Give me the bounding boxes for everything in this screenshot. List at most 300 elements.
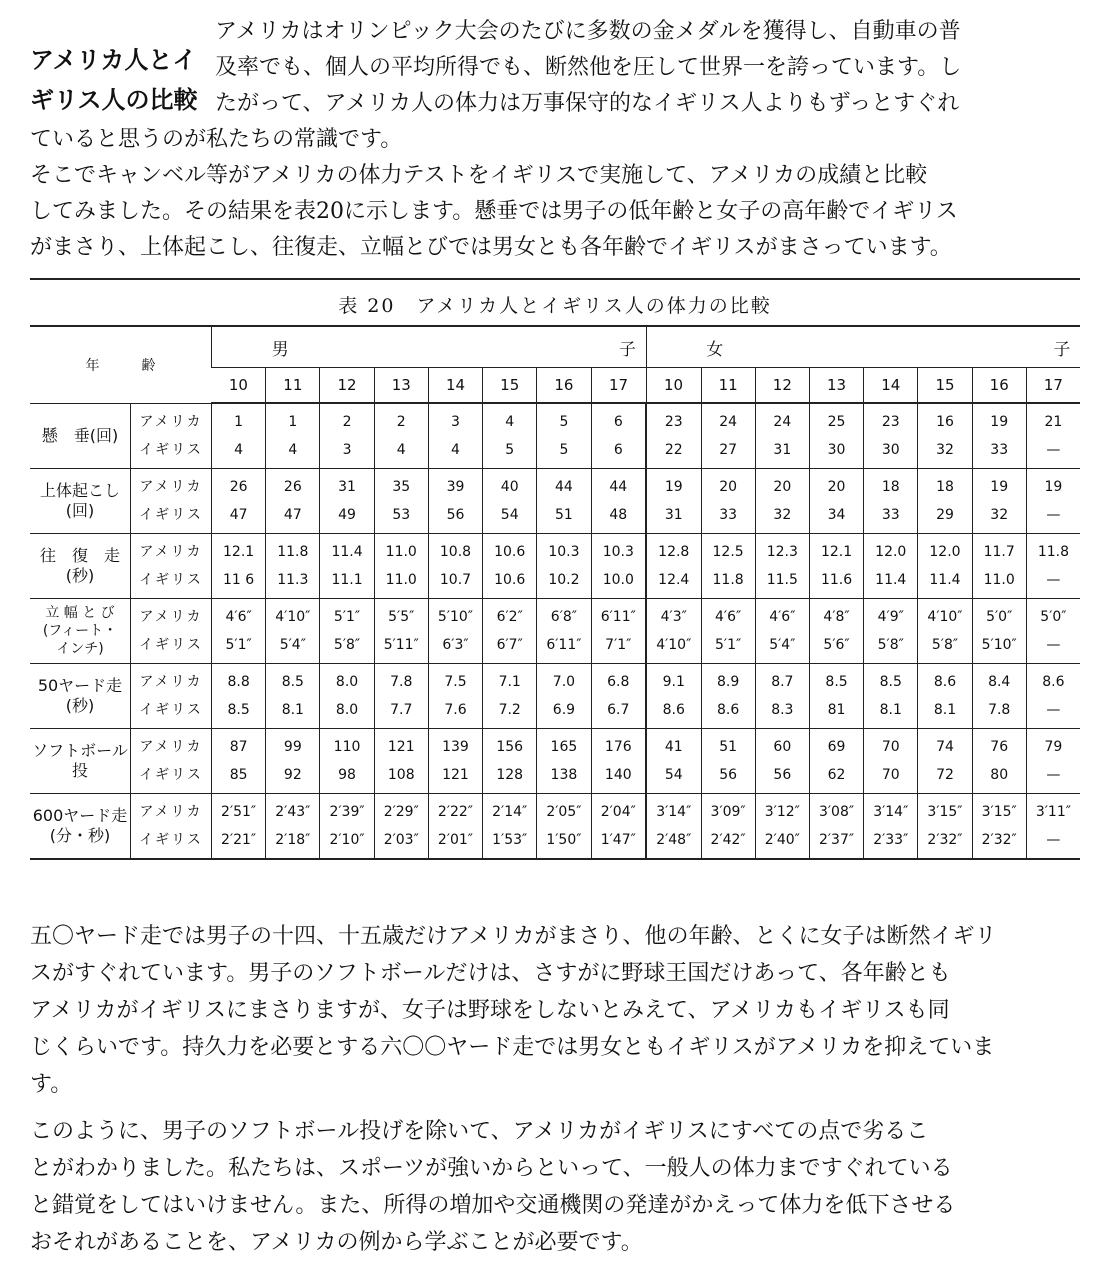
value-uk: 11.8 [712,572,744,588]
country-uk: イギリス [139,767,203,783]
country-label-cell [131,794,212,860]
value-cell [1026,664,1080,729]
value-uk: 2′37″ [818,832,855,848]
value-us: 24 [773,414,792,430]
value-cell [1026,794,1080,860]
value-uk: 56 [719,767,738,783]
value-us: 19 [664,479,683,495]
value-us: 79 [1044,739,1063,755]
value-uk: 62 [827,767,846,783]
value-cell [755,794,809,860]
value-us: 1 [234,414,244,430]
value-uk: 7.7 [390,702,413,718]
value-cell [266,403,320,469]
value-uk: 2′01″ [437,832,474,848]
value-cell [1026,534,1080,599]
body-line: と錯覚をしてはいけません。また、所得の増加や交通機関の発達がかえって体力を低下させる [30,1193,956,1218]
value-uk: 1′50″ [546,832,582,848]
value-uk: 81 [827,702,846,718]
value-cell [374,664,428,729]
value-us: 2′14″ [492,804,528,820]
value-us: 6′11″ [600,609,636,625]
value-us: 8.6 [933,674,957,690]
value-uk: 31 [773,442,792,458]
value-cell [918,599,972,664]
value-us: 4′6″ [714,609,742,625]
value-cell [646,729,701,794]
value-cell [809,469,863,534]
table-row [30,599,1080,664]
value-cell [918,664,972,729]
value-uk: 47 [229,507,248,523]
value-cell [537,403,591,469]
age-header-cell: 14 [428,368,482,404]
value-us: 10.8 [439,544,472,560]
value-cell [428,469,482,534]
value-cell [918,729,972,794]
value-cell [918,469,972,534]
value-cell [320,599,374,664]
value-uk: 2′21″ [221,832,257,848]
value-uk: 2′42″ [710,832,746,848]
value-cell [809,534,863,599]
value-uk: 29 [936,507,954,523]
value-cell [374,469,428,534]
value-uk: 4 [234,442,244,458]
value-uk: 6 [613,442,623,458]
value-cell [212,664,266,729]
value-us: 6′2″ [496,609,523,625]
value-us: 11.8 [1037,544,1069,560]
value-cell [374,599,428,664]
value-cell [266,599,320,664]
value-uk: 2′40″ [764,832,800,848]
value-cell [428,534,482,599]
value-uk: 5′4″ [769,637,796,653]
section-title [30,40,210,120]
value-us: 11.8 [277,544,309,560]
value-us: 12.8 [658,544,690,560]
intro-line: ていると思うのが私たちの常識です。 [30,127,403,152]
value-us: 176 [604,739,632,755]
age-header-cell: 17 [1026,368,1080,404]
value-us: 5′0″ [986,609,1013,625]
value-cell [701,469,755,534]
value-cell [701,534,755,599]
country-us: アメリカ [139,609,203,625]
value-us: 6′8″ [550,609,578,625]
value-uk: 33 [719,507,738,523]
value-uk: — [1046,637,1061,653]
value-uk: 8.0 [335,702,359,718]
value-uk: 48 [609,507,628,523]
value-us: 2′43″ [275,804,311,820]
value-uk: — [1046,507,1061,523]
bottom-text [30,918,1080,1261]
value-cell [483,729,537,794]
value-uk: 5′8″ [877,637,904,653]
value-us: 20 [827,479,846,495]
value-uk: 31 [664,507,683,523]
value-us: 121 [387,739,415,755]
age-header-cell: 10 [646,368,701,404]
value-uk: 1′53″ [492,832,528,848]
value-us: 2 [342,414,352,430]
value-uk: 11.0 [983,572,1015,588]
value-cell [483,469,537,534]
age-header-cell: 17 [591,368,646,404]
value-us: 4′3″ [660,609,687,625]
value-us: 12.3 [766,544,798,560]
value-cell [483,794,537,860]
value-uk: 47 [283,507,302,523]
value-uk: 10.6 [494,572,526,588]
value-us: 44 [555,479,573,495]
value-cell [428,729,482,794]
value-us: 5′0″ [1040,609,1067,625]
value-uk: 2′32″ [927,832,963,848]
value-uk: 11.1 [331,572,363,588]
value-cell [918,403,972,469]
value-cell [266,664,320,729]
value-cell [212,534,266,599]
value-us: 12.0 [929,544,961,560]
value-cell [537,794,591,860]
value-uk: 5′8″ [931,637,959,653]
value-us: 5′10″ [437,609,474,625]
value-us: 69 [827,739,846,755]
value-us: 4′9″ [877,609,904,625]
body-line: とがわかりました。私たちは、スポーツが強いからといって、一般人の体力まですぐれている [30,1156,953,1181]
value-cell [591,664,646,729]
value-uk: 6′11″ [546,637,582,653]
country-uk: イギリス [139,637,203,653]
value-uk: 51 [555,507,573,523]
value-cell [266,469,320,534]
value-us: 7.0 [552,674,576,690]
value-cell [483,664,537,729]
age-header-cell: 11 [266,368,320,404]
value-cell [864,664,918,729]
value-uk: 4 [396,442,406,458]
value-cell [266,729,320,794]
value-uk: 5′1″ [225,637,252,653]
value-uk: 10.2 [548,572,580,588]
value-uk: 33 [990,442,1009,458]
age-header-cell: 16 [537,368,591,404]
female-group-header: 女 子 [646,326,1080,368]
body-line: 五〇ヤード走では男子の十四、十五歳だけアメリカがまさり、他の年齢、とくに女子は断然イギリ [30,924,997,949]
value-cell [755,403,809,469]
value-uk: 5 [559,442,569,458]
value-us: 40 [500,479,519,495]
value-uk: 70 [881,767,900,783]
value-uk: 10.0 [602,572,634,588]
age-header-cell: 12 [755,368,809,404]
value-us: 1 [288,414,298,430]
value-cell [755,534,809,599]
value-cell [374,403,428,469]
value-us: 76 [990,739,1009,755]
value-cell [591,403,646,469]
section-title-line-2: ギリス人の比較 [30,86,198,114]
country-uk: イギリス [139,832,203,848]
value-us: 12.0 [875,544,907,560]
value-us: 3′09″ [710,804,746,820]
value-us: 3′15″ [927,804,963,820]
value-cell [212,469,266,534]
value-uk: 56 [773,767,792,783]
value-cell [212,403,266,469]
value-us: 18 [936,479,954,495]
country-label-cell [131,664,212,729]
value-us: 139 [442,739,469,755]
value-us: 110 [333,739,361,755]
value-uk: 140 [604,767,632,783]
value-cell [864,403,918,469]
value-cell [646,469,701,534]
comparison-table [30,325,1080,860]
value-uk: 85 [229,767,248,783]
value-us: 19 [990,479,1009,495]
value-us: 23 [664,414,683,430]
value-cell [374,729,428,794]
country-us: アメリカ [139,739,203,755]
value-us: 11.7 [983,544,1015,560]
value-us: 3′14″ [656,804,692,820]
value-cell [537,534,591,599]
value-cell [537,664,591,729]
divider-top [30,278,1080,280]
value-cell [266,794,320,860]
value-us: 8.5 [281,674,304,690]
value-us: 3′12″ [764,804,800,820]
body-line: このように、男子のソフトボール投げを除いて、アメリカがイギリスにすべての点で劣るこ [30,1119,929,1144]
value-uk: 80 [990,767,1009,783]
value-uk: 2′18″ [275,832,311,848]
value-uk: 11.4 [929,572,961,588]
age-header-cell: 14 [864,368,918,404]
country-us: アメリカ [139,413,203,430]
value-cell [1026,599,1080,664]
value-us: 7.1 [498,674,521,690]
value-cell [918,534,972,599]
value-uk: — [1046,832,1061,848]
value-cell [537,729,591,794]
value-us: 8.0 [335,674,359,690]
value-uk: 11.0 [385,572,417,588]
row-label: 50ヤード走 (秒) [30,664,131,729]
value-uk: 6.9 [552,702,576,718]
value-uk: 108 [387,767,415,783]
intro-line: アメリカはオリンピック大会のたびに多数の金メダルを獲得し、自動車の普 [215,19,961,44]
value-uk: 5′10″ [981,637,1017,653]
value-cell [320,794,374,860]
country-uk: イギリス [139,507,203,523]
value-us: 19 [990,414,1009,430]
country-label-cell [131,403,212,469]
value-uk: 11.4 [875,572,907,588]
value-uk: 5′4″ [279,637,306,653]
row-label: 往 復 走 (秒) [30,534,131,599]
value-uk: 7.2 [498,702,521,718]
value-cell [1026,469,1080,534]
value-uk: 11.3 [277,572,309,588]
value-uk: 6.7 [607,702,630,718]
value-cell [646,794,701,860]
value-cell [537,599,591,664]
table-row [30,469,1080,534]
age-header-cell: 10 [212,368,266,404]
intro-line: たがって、アメリカ人の体力は万事保守的なイギリス人よりもずっとすぐれ [215,91,960,116]
intro-line: 及率でも、個人の平均所得でも、断然他を圧して世界一を誇っています。し [215,55,962,80]
value-uk: 8.1 [281,702,304,718]
value-uk: 2′10″ [329,832,365,848]
value-us: 39 [446,479,465,495]
value-us: 26 [229,479,248,495]
value-cell [1026,729,1080,794]
value-cell [972,794,1026,860]
value-cell [701,403,755,469]
value-uk: 8.1 [933,702,957,718]
value-cell [755,729,809,794]
country-us: アメリカ [139,674,203,690]
value-uk: 11 6 [223,572,255,588]
value-uk: 56 [446,507,465,523]
value-cell [918,794,972,860]
value-us: 8.6 [1042,674,1065,690]
country-us: アメリカ [139,544,203,560]
value-us: 3′14″ [873,804,909,820]
value-uk: 8.5 [227,702,250,718]
value-uk: 2′33″ [873,832,909,848]
value-uk: — [1046,767,1061,783]
value-us: 4′10″ [275,609,311,625]
value-us: 16 [936,414,954,430]
value-cell [591,534,646,599]
value-cell [591,794,646,860]
age-header-cell: 13 [809,368,863,404]
value-us: 2′05″ [546,804,582,820]
value-uk: 53 [392,507,411,523]
value-uk: 121 [442,767,469,783]
value-us: 3′11″ [1035,804,1071,820]
value-us: 5 [559,414,569,430]
country-label-cell [131,534,212,599]
value-uk: 72 [936,767,954,783]
value-us: 10.3 [548,544,580,560]
value-cell [972,469,1026,534]
value-cell [972,403,1026,469]
row-label: 立 幅 と び (フィート・ インチ) [30,599,131,664]
row-label: 懸 垂(回) [30,403,131,469]
value-us: 41 [664,739,683,755]
value-uk: 92 [283,767,302,783]
country-uk: イギリス [139,572,203,588]
value-us: 11.4 [331,544,363,560]
value-us: 2′51″ [221,804,257,820]
value-us: 99 [283,739,302,755]
value-uk: 2′48″ [656,832,692,848]
row-label: 600ヤード走 (分・秒) [30,794,131,860]
value-us: 8.5 [879,674,902,690]
value-uk: 33 [881,507,900,523]
value-cell [428,794,482,860]
value-uk: 4 [451,442,460,458]
value-us: 3′15″ [981,804,1017,820]
value-us: 23 [881,414,900,430]
value-uk: 6′3″ [442,637,469,653]
value-cell [809,403,863,469]
section-title-line-1: アメリカ人とイ [30,46,197,74]
value-cell [972,534,1026,599]
value-us: 31 [338,479,356,495]
value-cell [591,729,646,794]
value-cell [483,534,537,599]
value-us: 2′39″ [329,804,365,820]
value-uk: — [1046,572,1061,588]
value-us: 12.1 [820,544,853,560]
value-us: 70 [881,739,900,755]
table-row [30,534,1080,599]
value-uk: 128 [496,767,524,783]
body-line: アメリカがイギリスにまさりますが、女子は野球をしないとみえて、アメリカもイギリスも同 [30,998,950,1023]
value-uk: 54 [664,767,683,783]
value-us: 21 [1044,414,1063,430]
intro-line: そこでキャンベル等がアメリカの体力テストをイギリスで実施して、アメリカの成績と比較 [30,163,928,188]
value-uk: 1′47″ [600,832,636,848]
age-header-cell: 15 [918,368,972,404]
body-line: じくらいです。持久力を必要とする六〇〇ヤード走では男女ともイギリスがアメリカを抑えていま [30,1035,995,1060]
value-us: 11.0 [385,544,417,560]
value-uk: 138 [550,767,578,783]
value-us: 8.5 [825,674,848,690]
value-uk: 4′10″ [656,637,692,653]
table-row [30,794,1080,860]
value-us: 7.5 [444,674,467,690]
value-uk: 49 [338,507,356,523]
value-cell [864,729,918,794]
value-uk: 11.6 [820,572,853,588]
value-us: 60 [773,739,792,755]
value-cell [972,664,1026,729]
value-us: 7.8 [390,674,413,690]
value-cell [591,599,646,664]
value-us: 4′6″ [769,609,796,625]
value-us: 4 [505,414,515,430]
value-uk: 2′32″ [981,832,1017,848]
value-uk: 32 [936,442,954,458]
value-us: 26 [283,479,302,495]
value-uk: 8.3 [771,702,794,718]
value-uk: 12.4 [658,572,690,588]
country-us: アメリカ [139,479,203,495]
value-cell [374,794,428,860]
value-uk: — [1046,702,1061,718]
value-cell [809,794,863,860]
value-us: 4′6″ [225,609,252,625]
value-cell [809,729,863,794]
male-group-header: 男 子 [212,326,647,368]
value-uk: 5′6″ [823,637,850,653]
value-cell [1026,403,1080,469]
value-cell [646,599,701,664]
age-header-cell: 15 [483,368,537,404]
value-uk: 5 [505,442,515,458]
value-cell [972,599,1026,664]
value-uk: 8.6 [662,702,685,718]
value-uk: 98 [338,767,356,783]
